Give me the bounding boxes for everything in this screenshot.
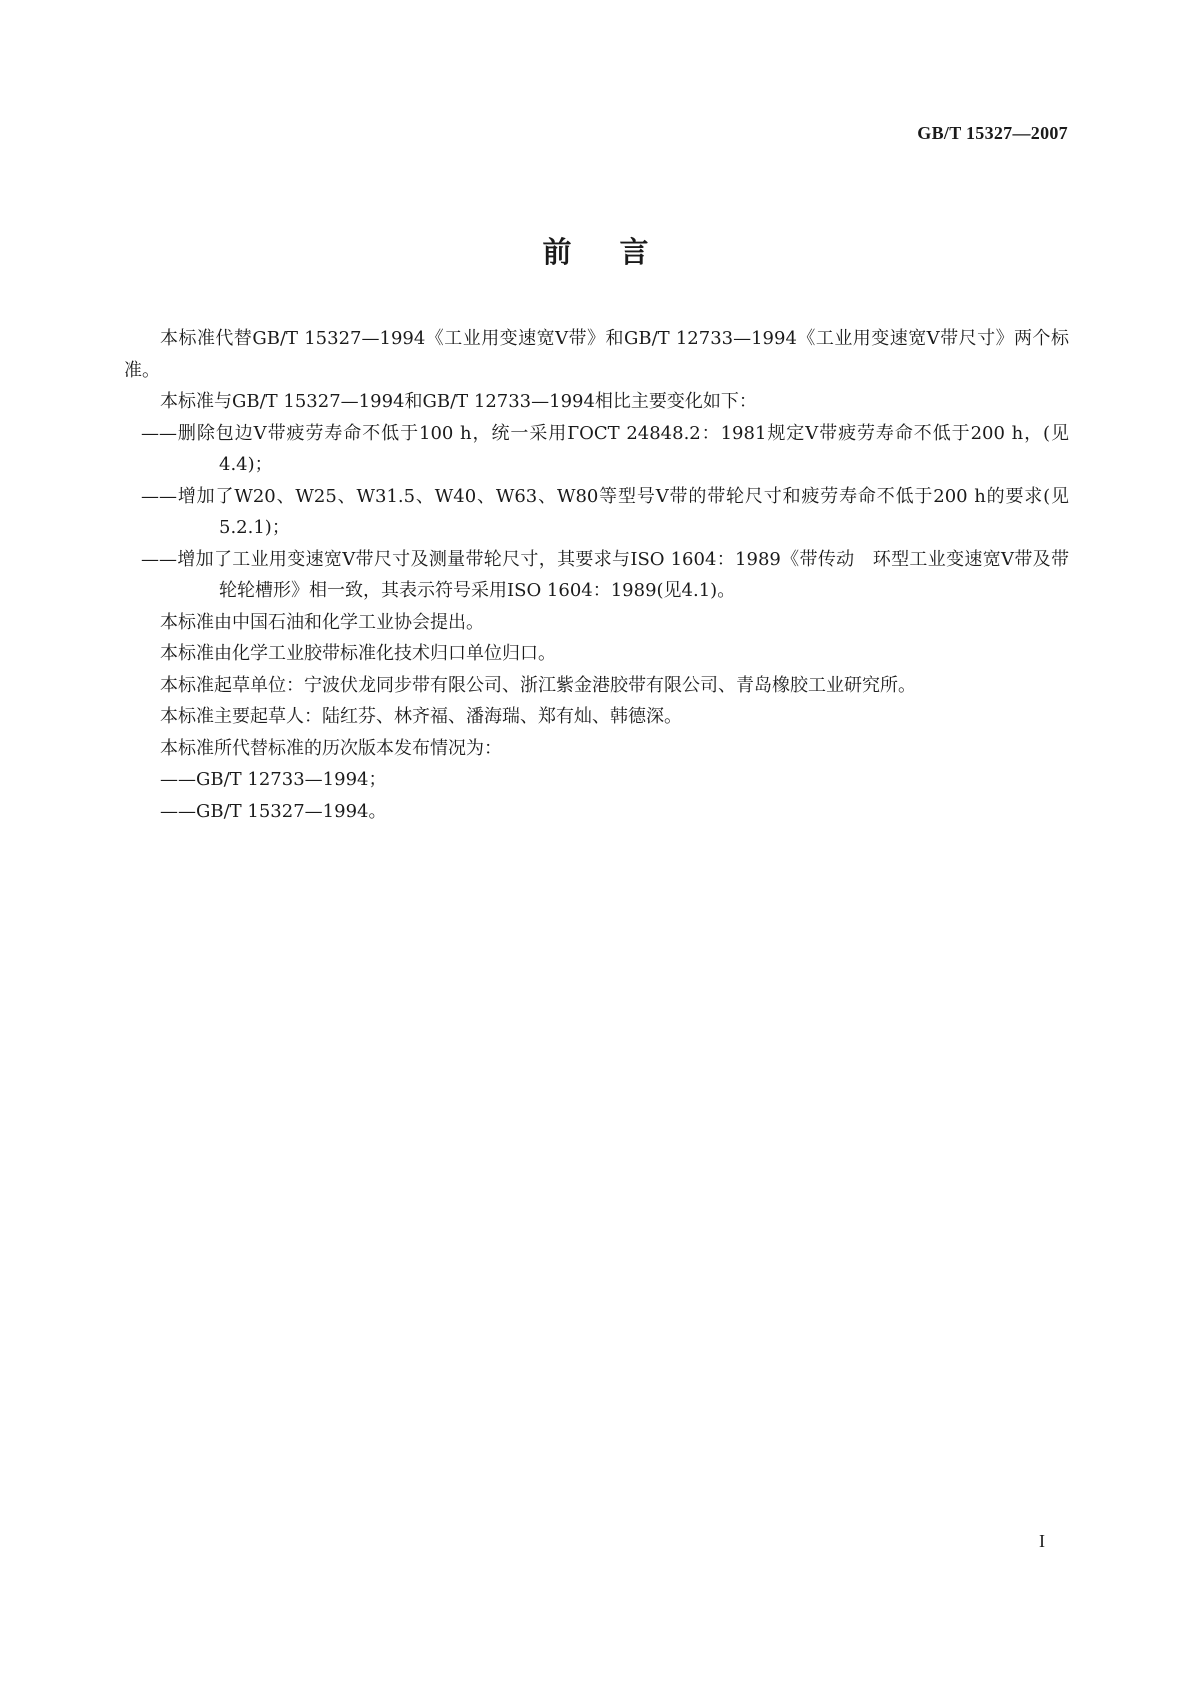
paragraph-replaces: 本标准代替GB/T 15327—1994《工业用变速宽V带》和GB/T 12733—1994《工业用变速宽V带尺寸》两个标准。 xyxy=(124,328,1069,381)
paragraph-centralized-by: 本标准由化学工业胶带标准化技术归口单位归口。 xyxy=(160,643,556,664)
paragraph-changes-intro: 本标准与GB/T 15327—1994和GB/T 12733—1994相比主要变化如下： xyxy=(160,391,757,412)
list-item-change-1: ——删除包边V带疲劳寿命不低于100 h，统一采用ГОСТ 24848.2：1981规定V带疲劳寿命不低于200 h，(见4.4)； xyxy=(141,422,1069,475)
paragraph-proposed-by: 本标准由中国石油和化学工业协会提出。 xyxy=(160,611,484,633)
paragraph-drafters: 本标准主要起草人：陆红芬、林齐福、潘海瑞、郑有灿、韩德深。 xyxy=(160,706,682,727)
page-number: I xyxy=(1039,1531,1045,1551)
page-title: 前言 xyxy=(542,235,697,269)
list-item-history-2: ——GB/T 15327—1994。 xyxy=(160,800,387,822)
document-body xyxy=(124,323,1069,827)
list-item-change-3: ——增加了工业用变速宽V带尺寸及测量带轮尺寸，其要求与ISO 1604：1989《带传动 环型工业变速宽V带及带轮轮槽形》相一致，其表示符号采用ISO 1604：1989(见4.1)。 xyxy=(141,548,1069,601)
list-item-history-1: ——GB/T 12733—1994； xyxy=(160,769,387,790)
paragraph-drafting-units: 本标准起草单位：宁波伏龙同步带有限公司、浙江紫金港胶带有限公司、青岛橡胶工业研究所。 xyxy=(160,674,916,696)
paragraph-history-intro: 本标准所代替标准的历次版本发布情况为： xyxy=(160,737,502,759)
standard-number: GB/T 15327—2007 xyxy=(917,123,1068,143)
list-item-change-2: ——增加了W20、W25、W31.5、W40、W63、W80等型号V带的带轮尺寸和疲劳寿命不低于200 h的要求(见5.2.1)； xyxy=(141,485,1069,538)
